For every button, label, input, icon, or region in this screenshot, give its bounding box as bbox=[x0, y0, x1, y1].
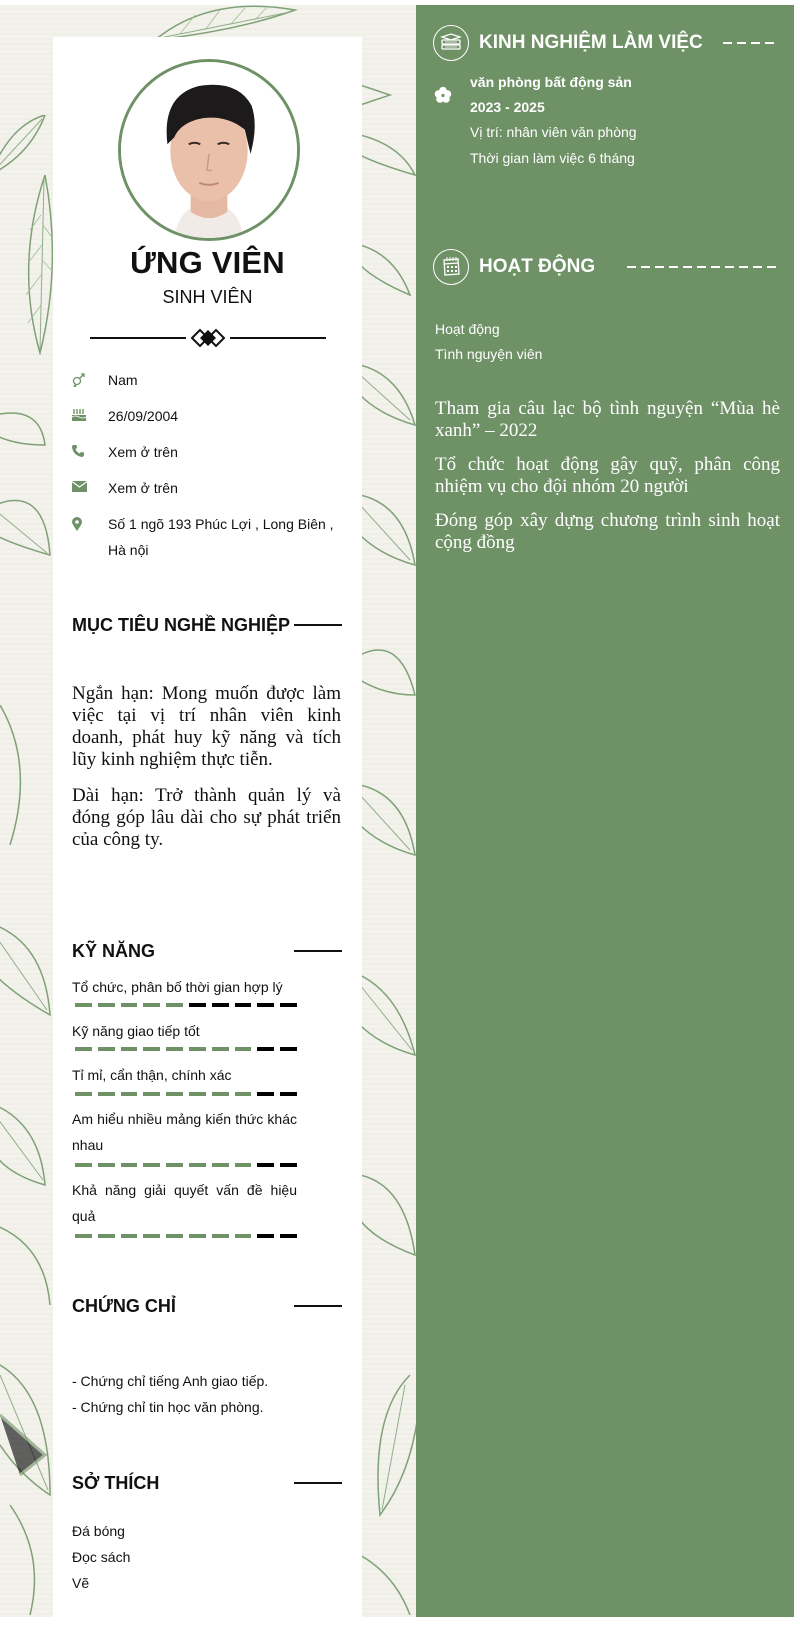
info-birthday bbox=[72, 403, 342, 429]
skill-rating-bar bbox=[75, 1092, 297, 1096]
section-title: CHỨNG CHỈ bbox=[72, 1296, 176, 1316]
books-icon bbox=[433, 25, 469, 61]
leaf-decoration-icon bbox=[0, 1355, 55, 1615]
right-panel bbox=[416, 5, 794, 1617]
skill-label: Tỉ mỉ, cẩn thận, chính xác bbox=[72, 1067, 232, 1083]
info-phone bbox=[72, 439, 342, 465]
objective-long-term: Dài hạn: Trở thành quản lý và đóng góp lâu dài cho sự phát triển của công ty. bbox=[72, 785, 341, 850]
skill-rating-bar bbox=[75, 1234, 297, 1238]
leaf-decoration-icon bbox=[360, 65, 418, 325]
section-title: KỸ NĂNG bbox=[72, 941, 156, 961]
flower-bullet-icon bbox=[434, 86, 452, 104]
info-text: Nam bbox=[108, 372, 138, 388]
heading-rule bbox=[294, 1482, 342, 1484]
certificates-heading bbox=[72, 1294, 342, 1318]
objective-heading bbox=[72, 613, 342, 637]
hobbies-heading bbox=[72, 1471, 342, 1495]
heading-dashes bbox=[723, 42, 779, 44]
hobby-item: Vẽ bbox=[72, 1575, 90, 1591]
skill-label: Khả năng giải quyết vấn đề hiệu quả bbox=[72, 1182, 297, 1224]
certificate-item: - Chứng chỉ tiếng Anh giao tiếp. bbox=[72, 1373, 269, 1389]
experience-heading bbox=[433, 25, 779, 65]
activity-description: Tổ chức hoạt động gây quỹ, phân công nhiệm vụ cho đội nhóm 20 người bbox=[435, 454, 780, 497]
heading-rule bbox=[294, 624, 342, 626]
objective-short-term: Ngắn hạn: Mong muốn được làm việc tại vị trí nhân viên kinh doanh, phát huy kỹ năng và tích lũy kinh nghiệm thực tiễn. bbox=[72, 683, 341, 770]
hobby-item: Đá bóng bbox=[72, 1523, 125, 1539]
leaf-decoration-icon bbox=[360, 955, 418, 1615]
info-text: Xem ở trên bbox=[108, 444, 178, 460]
gender-icon bbox=[72, 367, 108, 393]
activity-description: Tham gia câu lạc bộ tình nguyện “Mùa hè xanh” – 2022 bbox=[435, 398, 780, 441]
diamond-ornament-icon bbox=[190, 328, 226, 348]
leaf-decoration-icon bbox=[0, 705, 55, 1305]
section-title: SỞ THÍCH bbox=[72, 1473, 160, 1493]
skill-rating-bar bbox=[75, 1047, 297, 1051]
experience-period: 2023 - 2025 bbox=[470, 99, 545, 115]
certificate-item: - Chứng chỉ tin học văn phòng. bbox=[72, 1399, 264, 1415]
section-title: KINH NGHIỆM LÀM VIỆC bbox=[479, 32, 703, 53]
experience-duration: Thời gian làm việc 6 tháng bbox=[470, 150, 635, 166]
calendar-icon bbox=[433, 249, 469, 285]
heading-rule bbox=[294, 1305, 342, 1307]
section-title: HOẠT ĐỘNG bbox=[479, 256, 596, 277]
ornamental-divider bbox=[90, 328, 326, 348]
birthday-cake-icon bbox=[72, 403, 108, 429]
activities-heading bbox=[433, 249, 779, 289]
section-title: MỤC TIÊU NGHỀ NGHIỆP bbox=[72, 615, 291, 635]
info-text: Xem ở trên bbox=[108, 480, 178, 496]
skill-label: Kỹ năng giao tiếp tốt bbox=[72, 1023, 200, 1039]
avatar bbox=[118, 59, 300, 241]
experience-company: văn phòng bất động sản bbox=[470, 74, 632, 90]
candidate-title: SINH VIÊN bbox=[162, 287, 253, 307]
leaf-decoration-icon bbox=[0, 405, 55, 605]
activity-description: Đóng góp xây dựng chương trình sinh hoạt cộng đồng bbox=[435, 510, 780, 553]
info-email bbox=[72, 475, 342, 501]
experience-position: Vị trí: nhân viên văn phòng bbox=[470, 124, 637, 140]
portrait-photo-icon bbox=[121, 62, 297, 238]
info-gender bbox=[72, 367, 342, 393]
heading-dashes bbox=[627, 266, 779, 268]
skill-rating-bar bbox=[75, 1003, 297, 1007]
skill-label: Tổ chức, phân bố thời gian hợp lý bbox=[72, 979, 283, 995]
info-text: 26/09/2004 bbox=[108, 408, 179, 424]
skill-label: Am hiểu nhiều mảng kiến thức khác nhau bbox=[72, 1111, 297, 1153]
activity-role: Tình nguyện viên bbox=[435, 346, 543, 362]
info-text: Số 1 ngõ 193 Phúc Lợi , Long Biên , Hà nội bbox=[108, 516, 334, 558]
hobby-item: Đọc sách bbox=[72, 1549, 131, 1565]
email-icon bbox=[72, 475, 108, 501]
info-address bbox=[72, 511, 342, 563]
leaf-decoration-icon bbox=[360, 335, 418, 895]
phone-icon bbox=[72, 439, 108, 465]
skill-rating-bar bbox=[75, 1163, 297, 1167]
candidate-name: ỨNG VIÊN bbox=[130, 245, 285, 280]
heading-rule bbox=[294, 950, 342, 952]
location-pin-icon bbox=[72, 511, 108, 563]
skills-heading bbox=[72, 939, 342, 963]
activity-label: Hoạt động bbox=[435, 321, 500, 337]
